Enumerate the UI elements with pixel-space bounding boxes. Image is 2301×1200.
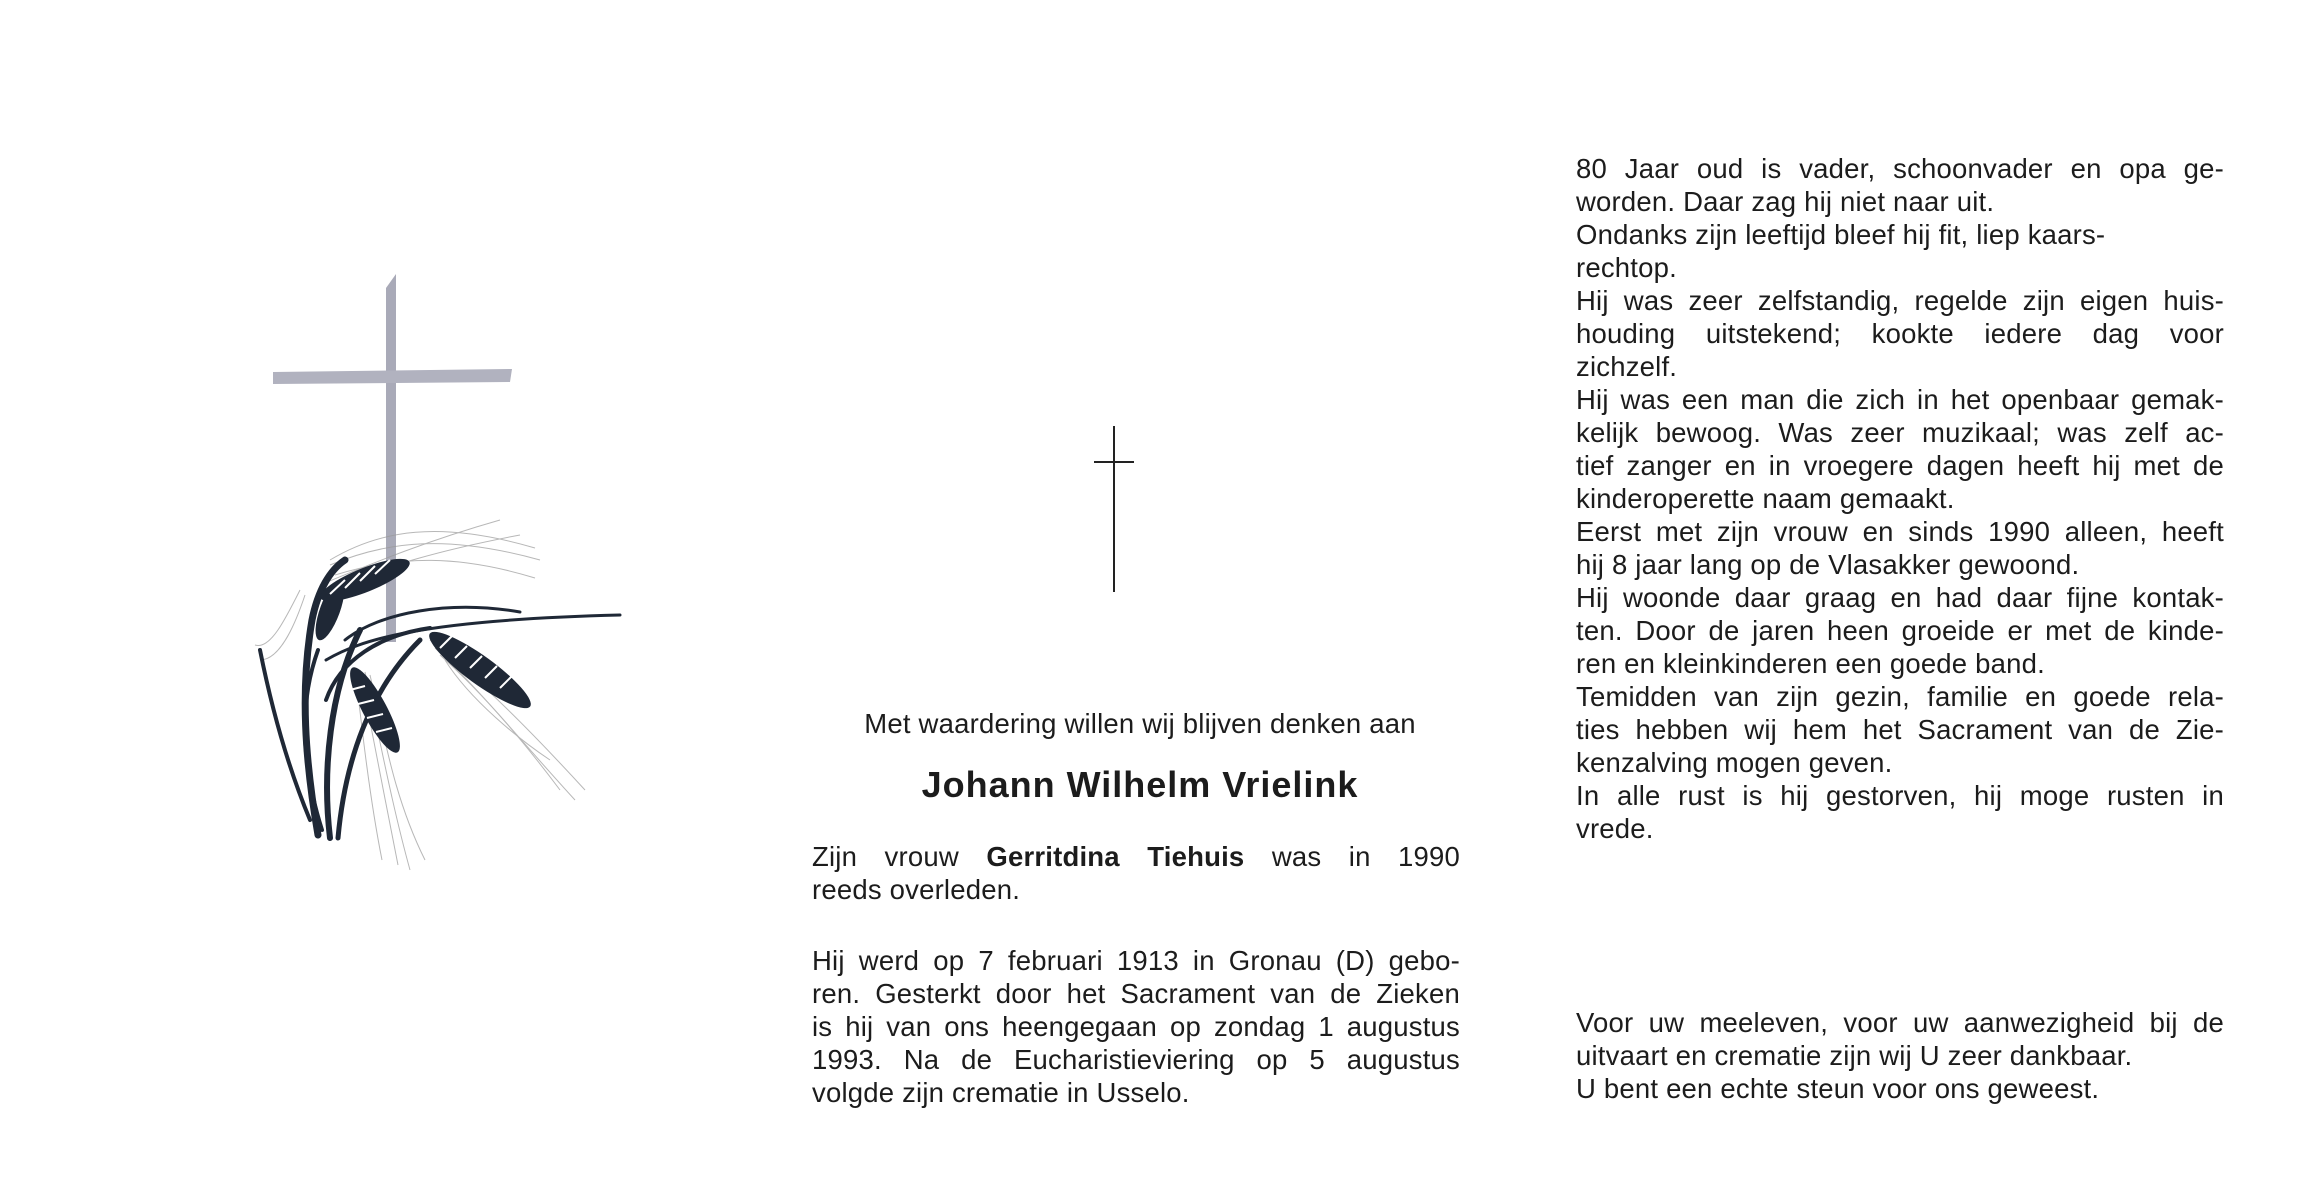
silver-cross-icon (273, 274, 512, 642)
life-line: Temidden van zijn gezin, familie en goede rela- (1576, 681, 2224, 712)
wife-prefix: Zijn vrouw (812, 841, 959, 872)
cross-with-wheat-illustration (0, 0, 760, 1200)
life-line: ren en kleinkinderen een goede band. (1576, 648, 2045, 679)
life-line: ten. Door de jaren heen groeide er met de kinde- (1576, 615, 2224, 646)
cover-panel (0, 0, 760, 1200)
thanks-line: U bent een echte steun voor ons geweest. (1576, 1073, 2100, 1104)
thanks-paragraph (1576, 1006, 2224, 1105)
born-line: 1993. Na de Eucharistieviering op 5 augustus (812, 1044, 1460, 1075)
life-line: rechtop. (1576, 252, 1677, 283)
life-line: Hij was een man die zich in het openbaar gemak- (1576, 384, 2224, 415)
deceased-name: Johann Wilhelm Vrielink (921, 764, 1359, 805)
born-line: Hij werd op 7 februari 1913 in Gronau (D) gebo- (812, 945, 1460, 976)
life-line: Ondanks zijn leeftijd bleef hij fit, liep kaars- (1576, 219, 2106, 250)
life-line: Eerst met zijn vrouw en sinds 1990 alleen, heeft (1576, 516, 2224, 547)
intro-text: Met waardering willen wij blijven denken aan (864, 708, 1416, 739)
wheat-stalks-icon (260, 560, 620, 838)
thanks-line: uitvaart en crematie zijn wij U zeer dankbaar. (1576, 1040, 2133, 1071)
life-paragraph (1576, 152, 2224, 845)
life-line: zichzelf. (1576, 351, 1678, 382)
wife-suffix: was in 1990 (1271, 841, 1461, 872)
life-line: kelijk bewoog. Was zeer muzikaal; was zelf ac- (1576, 417, 2224, 448)
life-line: kinderoperette naam gemaakt. (1576, 483, 1955, 514)
wife-line-1 (812, 840, 1460, 873)
life-line: worden. Daar zag hij niet naar uit. (1576, 186, 1995, 217)
life-line: houding uitstekend; kookte iedere dag voor (1576, 318, 2224, 349)
life-line: tief zanger en in vroegere dagen heeft hij met de (1576, 450, 2224, 481)
life-line: vrede. (1576, 813, 1654, 844)
latin-cross-icon (1094, 426, 1134, 592)
born-paragraph (812, 944, 1460, 1109)
life-line: kenzalving mogen geven. (1576, 747, 1893, 778)
life-line: Hij was zeer zelfstandig, regelde zijn eigen huis- (1576, 285, 2224, 316)
life-line: In alle rust is hij gestorven, hij moge rusten in (1576, 780, 2224, 811)
wife-name: Gerritdina Tiehuis (986, 841, 1245, 872)
born-line: is hij van ons heengegaan op zondag 1 augustus (812, 1011, 1460, 1042)
born-line: ren. Gesterkt door het Sacrament van de Zieken (812, 978, 1460, 1009)
life-line: Hij woonde daar graag en had daar fijne kontak- (1576, 582, 2224, 613)
life-line: ties hebben wij hem het Sacrament van de Zie- (1576, 714, 2224, 745)
born-line: volgde zijn crematie in Usselo. (812, 1077, 1190, 1108)
life-line: 80 Jaar oud is vader, schoonvader en opa ge- (1576, 153, 2224, 184)
wife-line-2: reeds overleden. (812, 874, 1021, 905)
life-line: hij 8 jaar lang op de Vlasakker gewoond. (1576, 549, 2080, 580)
thanks-line: Voor uw meeleven, voor uw aanwezigheid bij de (1576, 1007, 2224, 1038)
wife-paragraph (812, 840, 1460, 906)
